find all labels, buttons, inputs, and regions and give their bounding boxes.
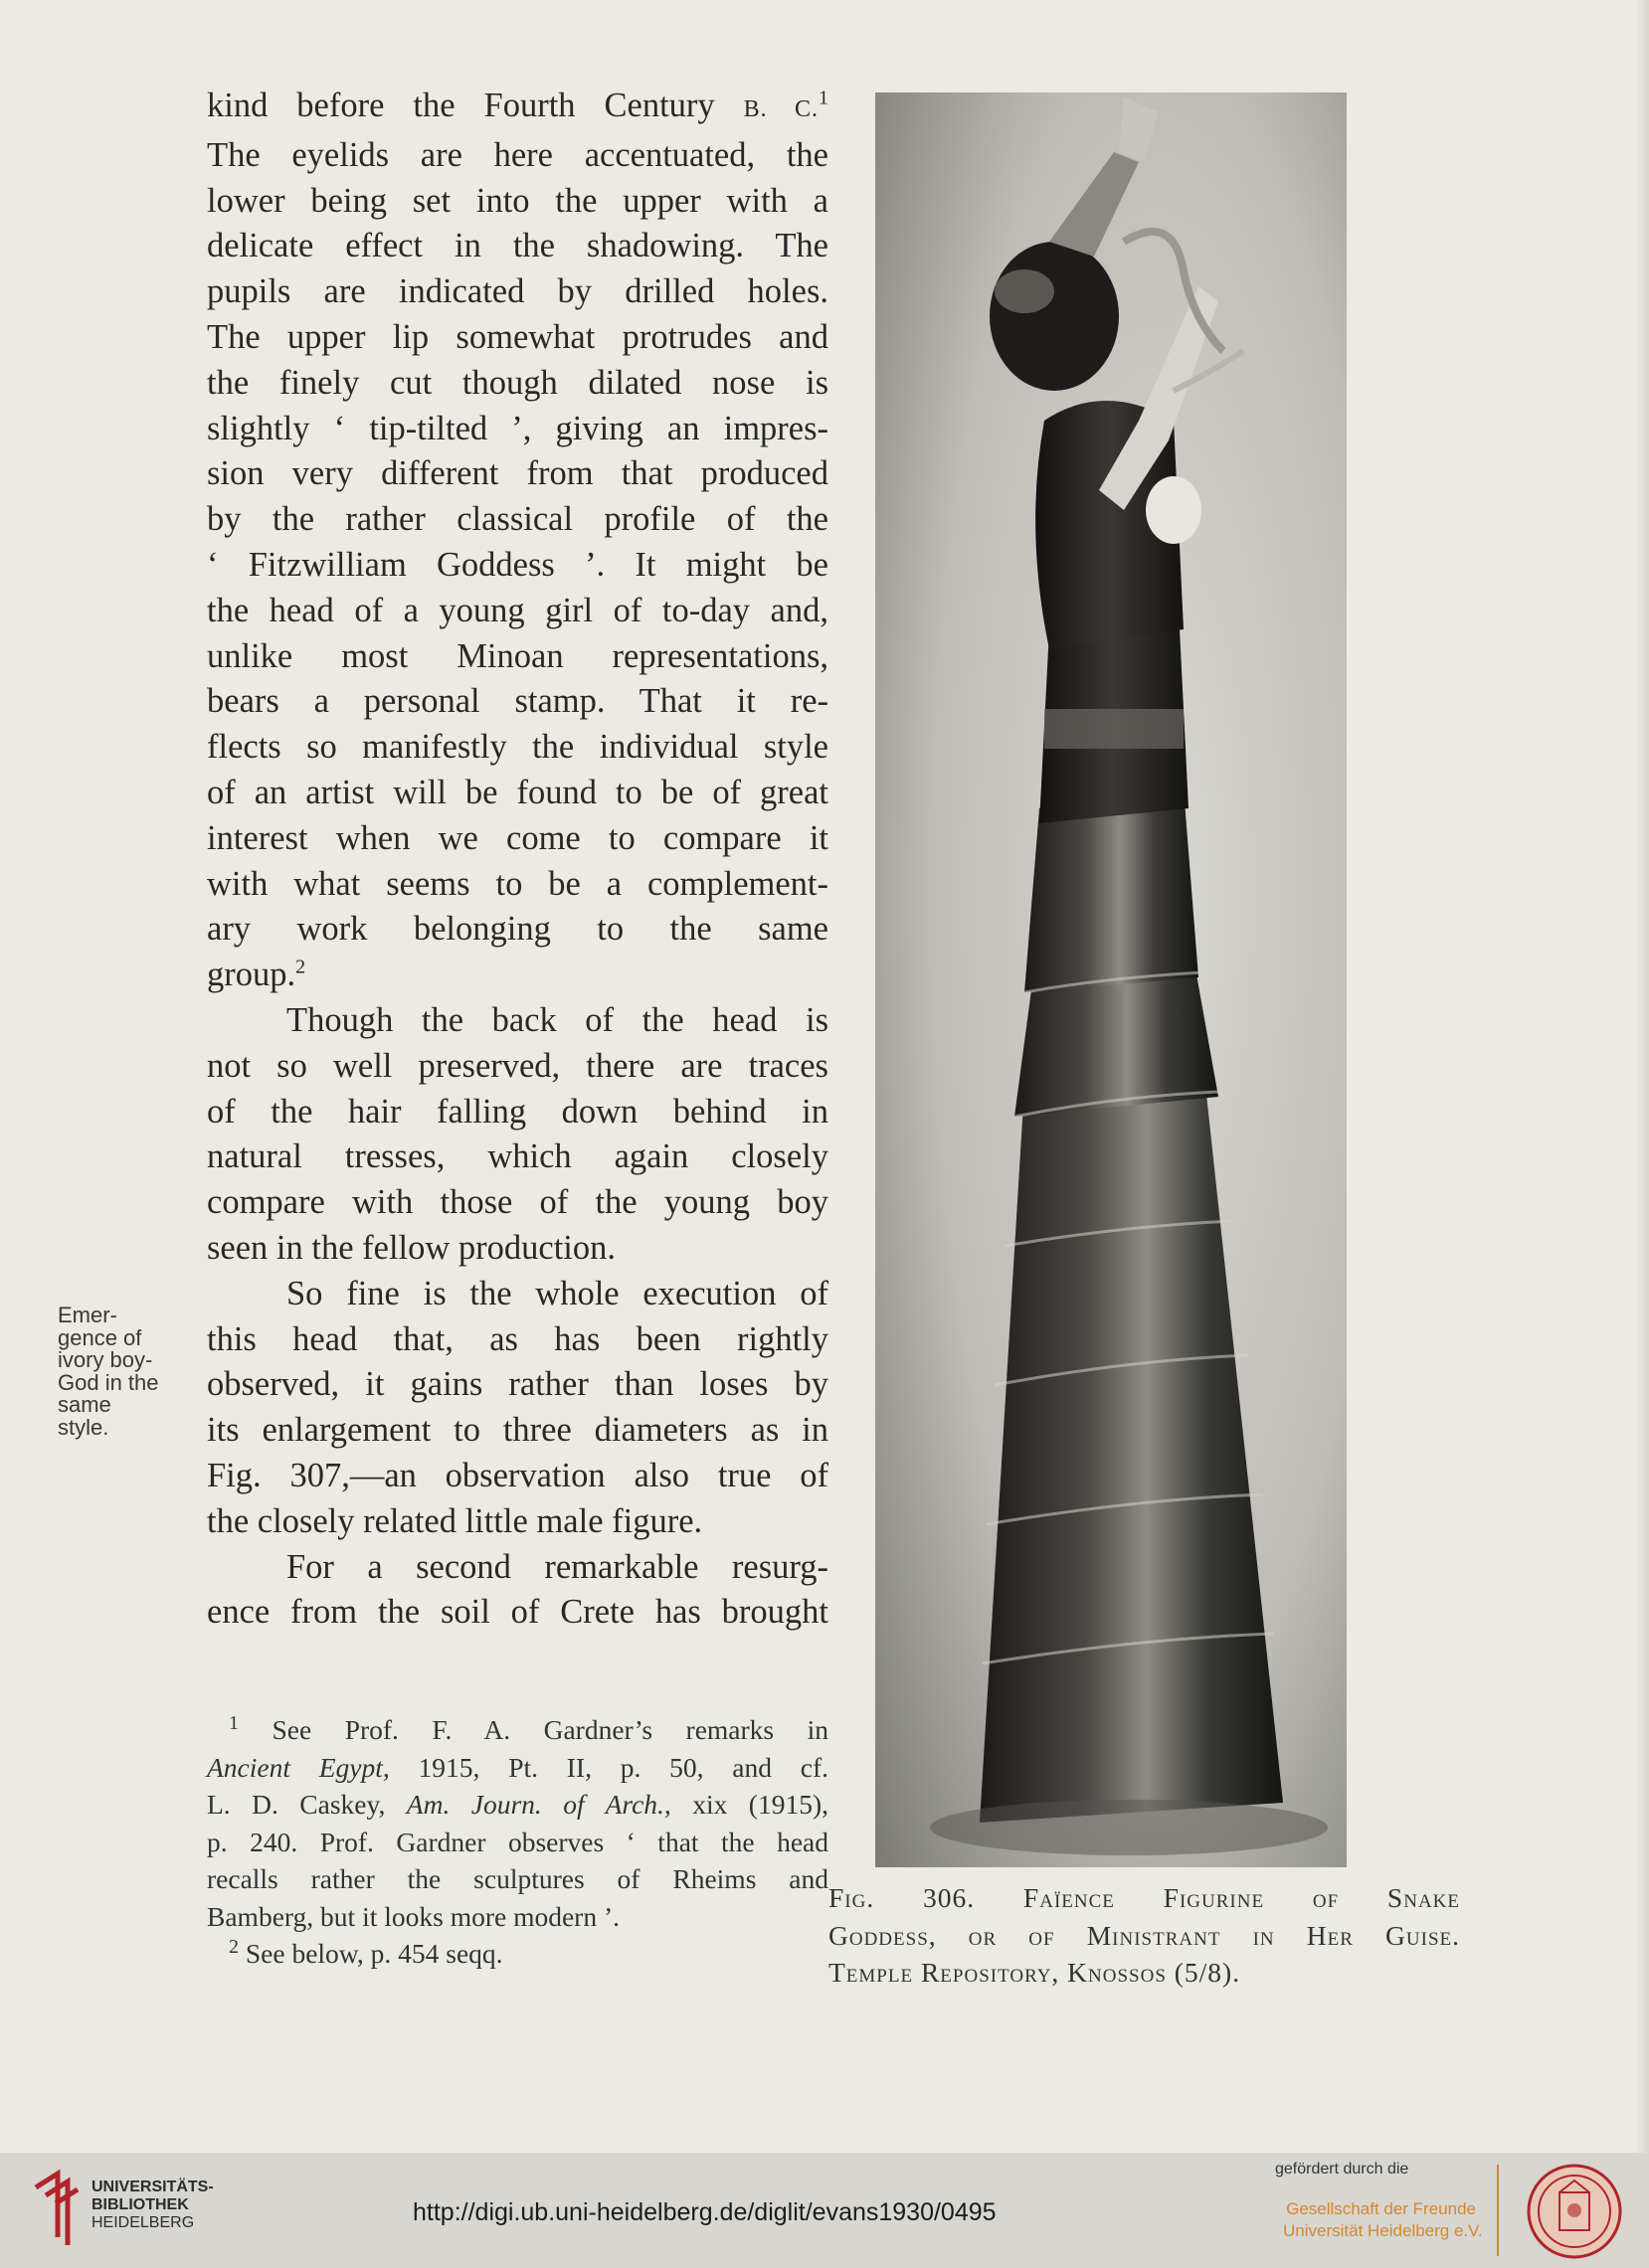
text-line: bears a personal stamp. That it re- xyxy=(207,682,828,721)
text-line: sion very different from that produced xyxy=(207,454,828,493)
text-line: natural tresses, which again closely xyxy=(207,1137,828,1176)
footnote-line: $^1$ See Prof. F. A. Gardner’s remarks in xyxy=(229,1711,828,1745)
text-line: its enlargement to three diameters as in xyxy=(207,1411,828,1450)
caption-line: Goddess, or of Ministrant in Her Guise. xyxy=(828,1919,1460,1951)
text-line: The upper lip somewhat protrudes and xyxy=(207,317,828,356)
snake-goddess-figurine-image xyxy=(875,92,1347,1867)
text-line: For a second remarkable resurg- xyxy=(286,1547,828,1586)
text-line: ary work belonging to the same xyxy=(207,910,828,949)
margin-note: Emer- gence of ivory boy- God in the same style. xyxy=(58,1303,159,1440)
figure-caption xyxy=(828,1879,1460,1992)
sponsor-name: Gesellschaft der Freunde Universität Heidelberg e.V. xyxy=(1283,2199,1483,2240)
footnote-line: Ancient Egypt, 1915, Pt. II, p. 50, and cf. xyxy=(207,1751,828,1783)
footnote-line: $^2$ See below, p. 454 seqq. xyxy=(229,1935,503,1969)
text-line: seen in the fellow production. xyxy=(207,1228,617,1267)
footnotes xyxy=(207,1711,828,1973)
scan-edge xyxy=(1635,0,1649,2153)
text-line: Fig. 307,—an observation also true of xyxy=(207,1456,828,1494)
text-line: kind before the Fourth Century B. C.$^1$ xyxy=(207,87,829,124)
era-abbrev: B. C. xyxy=(743,96,820,122)
text-line: observed, it gains rather than loses by xyxy=(207,1365,828,1404)
library-logo-icon xyxy=(28,2168,84,2249)
figure-photograph xyxy=(875,92,1347,1867)
text-line: interest when we come to compare it xyxy=(207,818,828,857)
text-line: flects so manifestly the individual style xyxy=(207,728,828,767)
footnote-line: recalls rather the sculptures of Rheims and xyxy=(207,1863,828,1894)
footnote-ref: 1 xyxy=(819,87,829,109)
text-line: The eyelids are here accentuated, the xyxy=(207,135,828,174)
text-line: this head that, as has been rightly xyxy=(207,1319,828,1358)
digitization-banner xyxy=(0,2153,1649,2268)
university-seal-icon xyxy=(1526,2163,1623,2260)
text-line: group.$^2$ xyxy=(207,956,306,994)
text-line: the finely cut though dilated nose is xyxy=(207,363,828,402)
caption-line: Fig. 306. Faïence Figurine of Snake xyxy=(828,1882,1460,1913)
footnote-line: Bamberg, but it looks more modern ’. xyxy=(207,1900,620,1932)
text-line: the head of a young girl of to-day and, xyxy=(207,591,828,629)
source-url-link[interactable]: http://digi.ub.uni-heidelberg.de/diglit/evans1930/0495 xyxy=(413,2198,997,2226)
text-line: pupils are indicated by drilled holes. xyxy=(207,272,828,311)
text-line: slightly ‘ tip-tilted ’, giving an impres- xyxy=(207,409,828,447)
body-text xyxy=(207,84,828,1636)
text-line: ‘ Fitzwilliam Goddess ’. It might be xyxy=(207,545,828,584)
text-line: with what seems to be a complement- xyxy=(207,864,828,903)
text-line: unlike most Minoan representations, xyxy=(207,636,828,675)
text-line: by the rather classical profile of the xyxy=(207,500,828,539)
text-line: of an artist will be found to be of great xyxy=(207,773,828,811)
text-line: compare with those of the young boy xyxy=(207,1183,828,1222)
library-name: UNIVERSITÄTS- BIBLIOTHEK HEIDELBERG xyxy=(92,2179,214,2231)
footnote-ref: 2 xyxy=(295,956,306,978)
text-line: lower being set into the upper with a xyxy=(207,181,828,220)
text-line: So fine is the whole execution of xyxy=(286,1274,828,1312)
caption-line: Temple Repository, Knossos (5/8). xyxy=(828,1957,1241,1988)
banner-divider xyxy=(1497,2165,1499,2256)
text-line: of the hair falling down behind in xyxy=(207,1092,828,1131)
funded-by-label: gefördert durch die xyxy=(1275,2161,1409,2178)
text-line: the closely related little male figure. xyxy=(207,1501,703,1540)
text-line: ence from the soil of Crete has brought xyxy=(207,1593,828,1632)
text-line: not so well preserved, there are traces xyxy=(207,1046,828,1085)
text-line: Though the back of the head is xyxy=(286,1000,828,1039)
footnote-line: L. D. Caskey, Am. Journ. of Arch., xix (1915), xyxy=(207,1789,828,1820)
text-line: delicate effect in the shadowing. The xyxy=(207,227,828,265)
footnote-line: p. 240. Prof. Gardner observes ‘ that the head xyxy=(207,1826,828,1857)
